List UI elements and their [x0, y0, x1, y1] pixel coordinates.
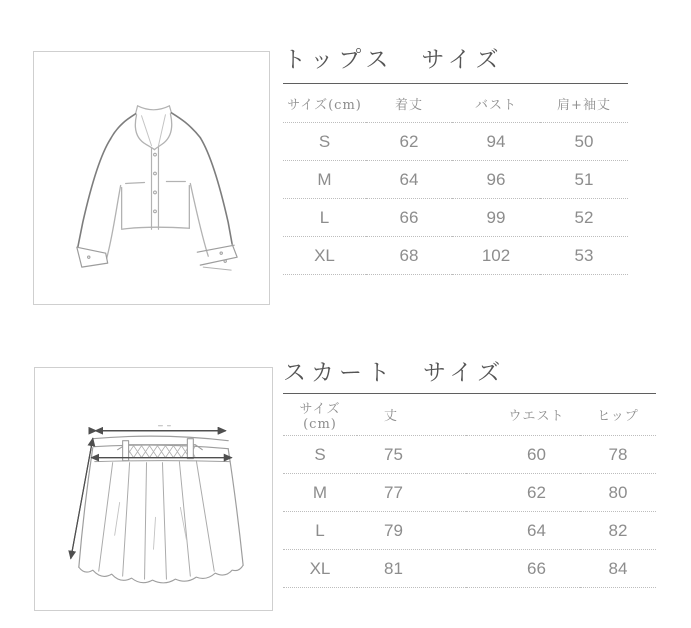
value-cell: 102: [452, 237, 540, 275]
value-cell: 66: [466, 550, 580, 588]
column-header-length: 丈: [357, 394, 466, 436]
table-row: [283, 123, 628, 161]
skirt-image-panel: [34, 367, 273, 611]
value-cell: 51: [540, 161, 628, 199]
table-header-row: [283, 394, 656, 436]
tops-size-section: [283, 46, 628, 275]
size-cell: L: [283, 199, 366, 237]
value-cell: 94: [452, 123, 540, 161]
value-cell: 78: [580, 436, 656, 474]
table-row: [283, 237, 628, 275]
table-row: [283, 474, 656, 512]
value-cell: 68: [366, 237, 452, 275]
column-header-size: サイズ(cm): [283, 84, 366, 123]
table-header-row: [283, 84, 628, 123]
tops-section-title: トップス サイズ: [283, 46, 628, 84]
size-cell: M: [283, 161, 366, 199]
value-cell: 60: [466, 436, 580, 474]
table-row: [283, 436, 656, 474]
table-row: [283, 550, 656, 588]
size-cell: XL: [283, 237, 366, 275]
value-cell: 81: [357, 550, 466, 588]
column-header-size: サイズ(cm): [283, 394, 357, 436]
size-cell: L: [283, 512, 357, 550]
skirt-size-table: [283, 394, 656, 588]
table-row: [283, 512, 656, 550]
value-cell: 77: [357, 474, 466, 512]
size-cell: XL: [283, 550, 357, 588]
tops-size-table: [283, 84, 628, 275]
size-cell: S: [283, 123, 366, 161]
column-header-body-length: 着丈: [366, 84, 452, 123]
skirt-size-section: [283, 359, 656, 588]
shirt-line-drawing-icon: [34, 52, 269, 304]
value-cell: 53: [540, 237, 628, 275]
skirt-line-drawing-icon: [35, 368, 272, 610]
column-header-shoulder-sleeve: 肩+袖丈: [540, 84, 628, 123]
size-cell: M: [283, 474, 357, 512]
value-cell: 80: [580, 474, 656, 512]
value-cell: 52: [540, 199, 628, 237]
value-cell: 82: [580, 512, 656, 550]
value-cell: 99: [452, 199, 540, 237]
value-cell: 84: [580, 550, 656, 588]
value-cell: 75: [357, 436, 466, 474]
value-cell: 64: [466, 512, 580, 550]
table-row: [283, 199, 628, 237]
value-cell: 62: [366, 123, 452, 161]
value-cell: 64: [366, 161, 452, 199]
value-cell: 66: [366, 199, 452, 237]
value-cell: 96: [452, 161, 540, 199]
size-cell: S: [283, 436, 357, 474]
tops-image-panel: [33, 51, 270, 305]
value-cell: 79: [357, 512, 466, 550]
column-header-waist: ウエスト: [466, 394, 580, 436]
table-row: [283, 161, 628, 199]
value-cell: 62: [466, 474, 580, 512]
column-header-hip: ヒップ: [580, 394, 656, 436]
value-cell: 50: [540, 123, 628, 161]
skirt-section-title: スカート サイズ: [283, 359, 656, 394]
column-header-bust: バスト: [452, 84, 540, 123]
